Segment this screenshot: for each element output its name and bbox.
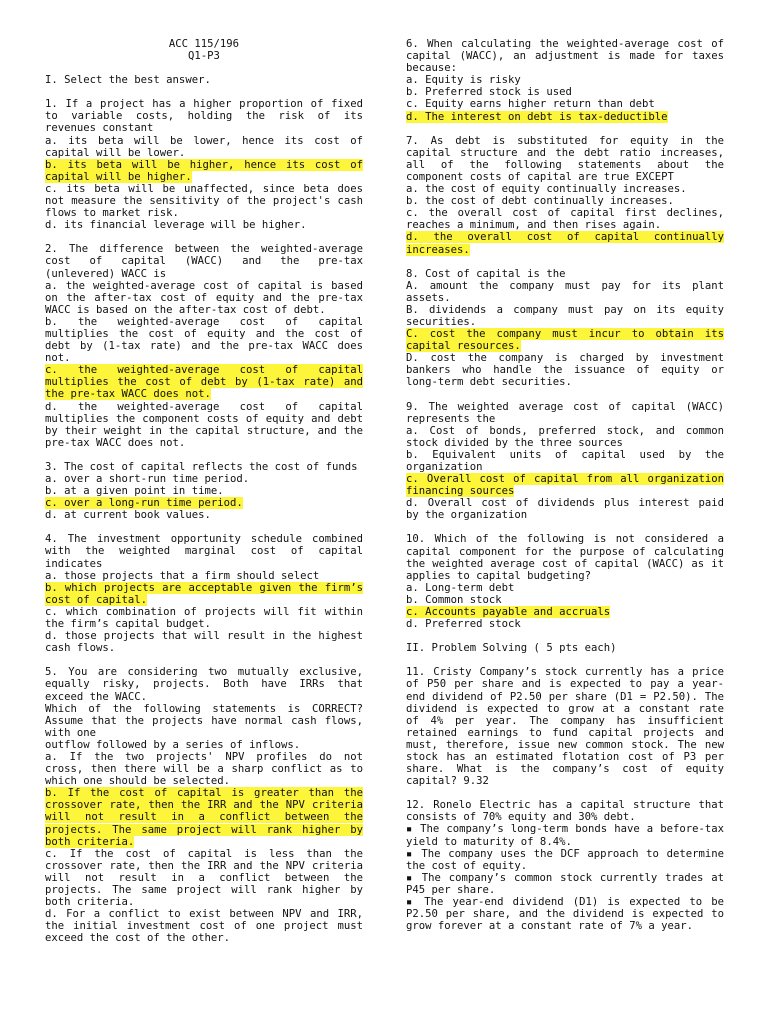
q10-option-c: c. Accounts payable and accruals — [406, 606, 611, 619]
question-11 — [406, 666, 724, 787]
q4-option-d: d. those projects that will result in the highest cash flows. — [45, 630, 363, 655]
question-5 — [45, 666, 363, 944]
q2-option-c: c. the weighted-average cost of capital multiplies the cost of debt by (1-tax rate) and the pre-tax WACC does not. — [45, 364, 363, 401]
q8-stem: 8. Cost of capital is the — [406, 267, 566, 280]
question-3 — [45, 461, 363, 521]
q6-stem: 6. When calculating the weighted-average cost of capital (WACC), an adjustment is made for taxes because: — [406, 38, 724, 75]
question-6 — [406, 38, 724, 123]
q11-text: 11. Cristy Company’s stock currently has a price of P50 per share and is expected to pay a year-end dividend of P2.50 per share (D1 = P2.50). The dividend is expected to grow at a constant rate of 4% per year. The company has insufficient retained earnings to fund capital projects and must, therefore, issue new common stock. The new stock has an estimated flotation cost of P3 per share. What is the company’s cost of equity capital? 9.32 — [406, 666, 724, 788]
q12-stem: 12. Ronelo Electric has a capital structure that consists of 70% equity and 30% debt. — [406, 799, 724, 824]
left-column — [45, 38, 363, 944]
q6-option-a: a. Equity is risky — [406, 74, 521, 87]
q3-stem: 3. The cost of capital reflects the cost of funds — [45, 460, 358, 473]
q9-option-d: d. Overall cost of dividends plus interest paid by the organization — [406, 497, 724, 522]
q10-option-d: d. Preferred stock — [406, 618, 521, 631]
q6-option-c: c. Equity earns higher return than debt — [406, 98, 655, 111]
q7-option-b: b. the cost of debt continually increases. — [406, 195, 674, 208]
q9-option-b: b. Equivalent units of capital used by the organization — [406, 448, 724, 473]
q10-option-a: a. Long-term debt — [406, 581, 515, 594]
q1-option-d: d. its financial leverage will be higher. — [45, 219, 307, 232]
q1-option-c: c. its beta will be unaffected, since beta does not measure the sensitivity of the project's cash flows to market risk. — [45, 182, 363, 220]
q7-option-c: c. the overall cost of capital first declines, reaches a minimum, and then rises again. — [406, 207, 724, 232]
right-column — [406, 38, 724, 932]
q8-option-b: B. dividends a company must pay on its equity securities. — [406, 303, 724, 328]
quiz-code: Q1-P3 — [188, 50, 220, 63]
q2-option-b: b. the weighted-average cost of capital multiplies the cost of equity and the cost of debt by (1-tax rate) and the pre-tax WACC does not. — [45, 315, 363, 365]
q3-option-a: a. over a short-run time period. — [45, 473, 250, 485]
q2-stem: 2. The difference between the weighted-average cost of capital (WACC) and the pre-tax (unlevered) WACC is — [45, 243, 363, 280]
q1-stem: 1. If a project has a higher proportion of fixed to variable costs, holding the risk of its revenues constant — [45, 98, 363, 135]
q7-stem: 7. As debt is substituted for equity in the capital structure and the debt ratio increases, all of the following statements about the component costs of capital are true EXCEPT — [406, 134, 724, 183]
q12-bullet-4: ▪ The year-end dividend (D1) is expected to be P2.50 per share, and the dividend is expected to grow forever at a constant rate of 7% a year. — [406, 896, 724, 933]
q4-option-a: a. those projects that a firm should select — [45, 569, 320, 582]
q12-bullet-3: ▪ The company’s common stock currently trades at P45 per share. — [406, 871, 724, 896]
q5-option-d: d. For a conflict to exist between NPV and IRR, the initial investment cost of one project must exceed the cost of the other. — [45, 908, 363, 945]
q7-option-a: a. the cost of equity continually increases. — [406, 183, 687, 196]
question-7 — [406, 135, 724, 256]
q6-option-b: b. Preferred stock is used — [406, 86, 572, 99]
q3-option-b: b. at a given point in time. — [45, 485, 224, 498]
q12-bullet-1: ▪ The company’s long-term bonds have a before-tax yield to maturity of 8.4%. — [406, 823, 724, 848]
q3-option-d: d. at current book values. — [45, 509, 211, 522]
question-10 — [406, 533, 724, 630]
q5-option-c: c. If the cost of capital is less than the crossover rate, then the IRR and the NPV criteria will not result in a conflict between the projects. The same project will rank higher by both criteria. — [45, 847, 363, 909]
q7-option-d: d. the overall cost of capital continually increases. — [406, 231, 724, 256]
q9-option-c: c. Overall cost of capital from all organization financing sources — [406, 473, 724, 498]
q10-option-b: b. Common stock — [406, 593, 502, 606]
q5-stem-2: Which of the following statements is CORRECT? Assume that the projects have normal cash flows, with one — [45, 702, 363, 739]
q4-option-b: b. which projects are acceptable given the firm’s cost of capital. — [45, 581, 363, 606]
q2-option-d: d. the weighted-average cost of capital multiplies the component costs of equity and debt by their weight in the capital structure, and the pre-tax WACC does not. — [45, 400, 363, 449]
q9-stem: 9. The weighted average cost of capital (WACC) represents the — [406, 400, 724, 425]
q5-stem: 5. You are considering two mutually exclusive, equally risky, projects. Both have IRRs that exceed the WACC. — [45, 666, 363, 703]
section-2-heading: II. Problem Solving ( 5 pts each) — [406, 642, 617, 655]
q4-stem: 4. The investment opportunity schedule combined with the weighted marginal cost of capital indicates — [45, 533, 363, 570]
question-8 — [406, 268, 724, 389]
q8-option-c: C. cost the company must incur to obtain its capital resources. — [406, 328, 724, 353]
q8-option-d: D. cost the company is charged by investment bankers who handle the issuance of equity or long-term debt securities. — [406, 352, 724, 389]
q5-option-b: b. If the cost of capital is greater than the crossover rate, then the IRR and the NPV criteria will not result in a conflict between the projects. The same project will rank higher by both criteria. — [45, 787, 363, 848]
question-4 — [45, 533, 363, 654]
q5-stem-3: outflow followed by a series of inflows. — [45, 738, 301, 751]
q10-stem: 10. Which of the following is not considered a capital component for the purpose of calculating the weighted average cost of capital (WACC) as it applies to capital budgeting? — [406, 533, 724, 582]
q8-option-a: A. amount the company must pay for its plant assets. — [406, 279, 724, 304]
q5-option-a: a. If the two projects' NPV profiles do not cross, then there will be a sharp conflict as to which one should be selected. — [45, 750, 363, 788]
q4-option-c: c. which combination of projects will fit within the firm’s capital budget. — [45, 605, 363, 631]
question-2 — [45, 243, 363, 449]
q1-option-a: a. its beta will be lower, hence its cost of capital will be lower. — [45, 134, 363, 159]
q2-option-a: a. the weighted-average cost of capital is based on the after-tax cost of equity and the pre-tax WACC is based on the after-tax cost of debt. — [45, 279, 363, 316]
question-9 — [406, 401, 724, 522]
course-code: ACC 115/196 — [168, 38, 240, 50]
q1-option-b: b. its beta will be higher, hence its cost of capital will be higher. — [45, 158, 363, 183]
q6-option-d: d. The interest on debt is tax-deductible — [406, 110, 668, 123]
q9-option-a: a. Cost of bonds, preferred stock, and common stock divided by the three sources — [406, 424, 724, 449]
q12-bullet-2: ▪ The company uses the DCF approach to determine the cost of equity. — [406, 847, 724, 872]
q3-option-c: c. over a long-run time period. — [45, 497, 243, 510]
question-12 — [406, 799, 724, 932]
section-1-heading: I. Select the best answer. — [45, 74, 211, 87]
question-1 — [45, 98, 363, 231]
